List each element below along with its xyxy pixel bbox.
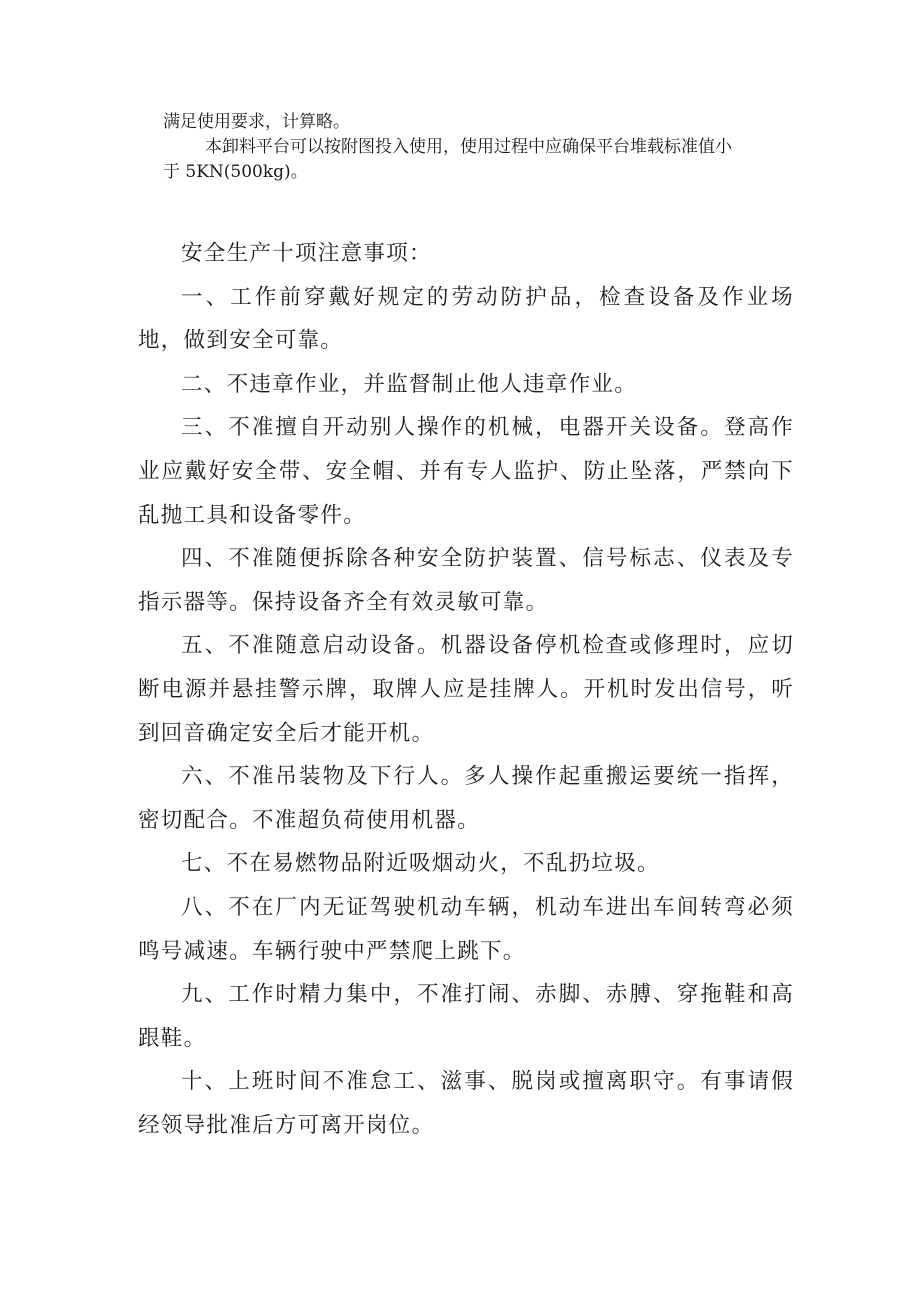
intro-line-2: 本卸料平台可以按附图投入使用，使用过程中应确保平台堆载标准值小 — [205, 137, 732, 157]
safety-item-3: 三、不准擅自开动别人操作的机械，电器开关设备。登高作业应戴好安全带、安全帽、并有专人监护、防止坠落，严禁向下乱抛工具和设备零件。 — [138, 415, 794, 528]
safety-item-2: 二、不违章作业，并监督制止他人违章作业。 — [181, 371, 638, 397]
safety-item-1: 一、工作前穿戴好规定的劳动防护品，检查设备及作业场地，做到安全可靠。 — [138, 284, 794, 354]
safety-notice-section — [138, 232, 794, 1147]
safety-item-8: 八、不在厂内无证驾驶机动车辆，机动车进出车间转弯必须鸣号减速。车辆行驶中严禁爬上跳下。 — [138, 894, 794, 964]
calculation-note — [163, 110, 793, 185]
intro-line-3: 于 5KN(500kg)。 — [163, 162, 308, 182]
section-heading: 安全生产十项注意事项： — [181, 241, 432, 266]
safety-item-4: 四、不准随便拆除各种安全防护装置、信号标志、仪表及专指示器等。保持设备齐全有效灵敏可靠。 — [138, 546, 794, 615]
safety-item-7: 七、不在易燃物品附近吸烟动火，不乱扔垃圾。 — [181, 851, 660, 877]
safety-item-10: 十、上班时间不准怠工、滋事、脱岗或擅离职守。有事请假经领导批准后方可离开岗位。 — [138, 1069, 794, 1138]
safety-item-5: 五、不准随意启动设备。机器设备停机检查或修理时，应切断电源并悬挂警示牌，取牌人应是挂牌人。开机时发出信号，听到回音确定安全后才能开机。 — [138, 633, 794, 746]
intro-line-1: 满足使用要求，计算略。 — [163, 112, 350, 132]
safety-item-6: 六、不准吊装物及下行人。多人操作起重搬运要统一指挥，密切配合。不准超负荷使用机器。 — [138, 764, 794, 833]
safety-item-9: 九、工作时精力集中，不准打闹、赤脚、赤膊、穿拖鞋和高跟鞋。 — [138, 982, 794, 1051]
